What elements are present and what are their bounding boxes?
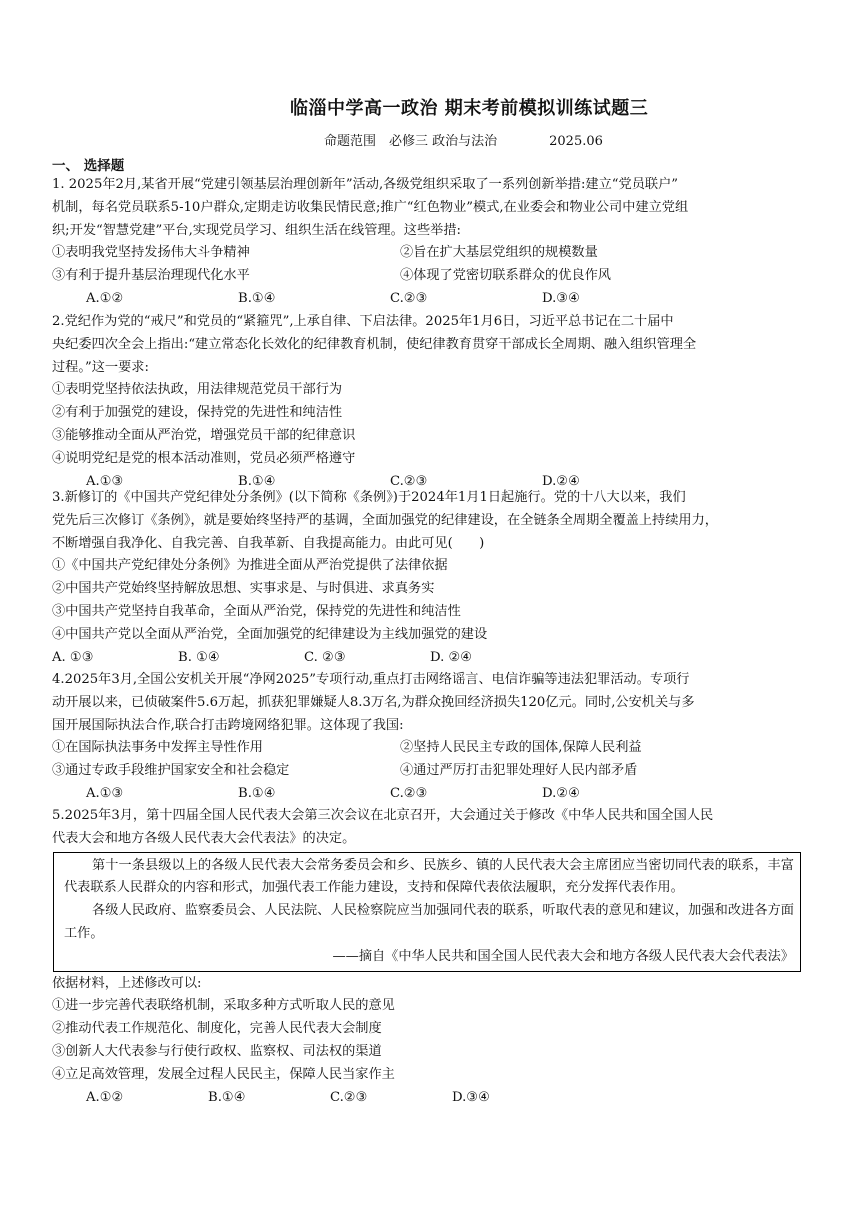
question-stem-line: 依据材料，上述修改可以: [52,975,202,991]
option-2: ②有利于加强党的建设，保持党的先进性和纯洁性 [52,405,343,421]
exam-scope: 命题范围 必修三 政治与法治 [324,134,498,149]
exam-title: 临淄中学高一政治 期末考前模拟训练试题三 [290,98,649,119]
answer-d: D.②④ [542,473,580,489]
option-1: ①表明党坚持依法执政，用法律规范党员干部行为 [52,382,343,398]
question-stem-line: 不断增强自我净化、自我完善、自我革新、自我提高能力。由此可见( ) [52,535,485,551]
question-1 [52,174,812,311]
answer-c: C.②③ [330,1089,368,1105]
question-stem-line: 2.党纪作为党的“戒尺”和党员的“紧箍咒”,上承自律、下启法律。2025年1月6日，习近平总书记在二十届中 [52,314,674,329]
question-stem-line: 过程。”这一要求: [52,359,149,375]
option-2: ②推动代表工作规范化、制度化，完善人民代表大会制度 [52,1021,382,1037]
question-stem-line: 织;开发“智慧党建”平台,实现党员学习、组织生活在线管理。这些举措: [52,222,461,238]
answer-b: B. ①④ [178,649,220,665]
option-2: ②旨在扩大基层党组织的规模数量 [400,245,598,261]
option-1: ①表明我党坚持发扬伟大斗争精神 [52,245,250,261]
option-1: ①在国际执法事务中发挥主导性作用 [52,740,263,756]
answer-a: A.①② [86,1089,124,1105]
option-row [52,242,812,265]
question-stem-line: 3.新修订的《中国共产党纪律处分条例》(以下简称《条例》)于2024年1月1日起施行。党的十八大以来，我们 [52,490,686,505]
answer-choices [52,288,812,311]
answer-d: D.③④ [452,1089,490,1105]
question-2 [52,311,812,493]
question-stem-line: 国开展国际执法合作,联合打击跨境网络犯罪。这体现了我国: [52,717,404,733]
question-3 [52,487,812,669]
material-paragraph: 第十一条县级以上的各级人民代表大会常务委员会和乡、民族乡、镇的人民代表大会主席团应当密切同代表的联系，丰富代表联系人民群众的内容和形式，加强代表工作能力建设，支持和保障代表依法履职，充分发挥代表作用。 [64,857,794,896]
material-box [53,852,801,972]
option-3: ③中国共产党坚持自我革命，全面从严治党，保持党的先进性和纯洁性 [52,603,461,619]
question-stem-line: 1. 2025年2月,某省开展“党建引领基层治理创新年”活动,各级党组织采取了一系列创新举措:建立“党员联户” [52,177,679,192]
answer-d: D.②④ [542,785,580,801]
option-2: ②坚持人民民主专政的国体,保障人民利益 [400,740,642,756]
answer-d: D.③④ [542,290,580,306]
question-stem-line: 4.2025年3月,全国公安机关开展“净网2025”专项行动,重点打击网络谣言、电信诈骗等违法犯罪活动。专项行 [52,672,690,687]
answer-d: D. ②④ [430,649,473,665]
option-4: ④说明党纪是党的根本活动准则，党员必须严格遵守 [52,450,356,466]
question-4 [52,669,812,806]
section-heading: 一、 选择题 [52,158,125,174]
material-paragraph: 各级人民政府、监察委员会、人民法院、人民检察院应当加强同代表的联系，听取代表的意见和建议，加强和改进各方面工作。 [64,903,794,941]
option-3: ③创新人大代表参与行使行政权、监察权、司法权的渠道 [52,1043,382,1059]
option-4: ④体现了党密切联系群众的优良作风 [400,268,611,284]
option-row [52,737,812,760]
answer-a: A.①③ [86,473,124,489]
option-row [52,265,812,288]
option-4: ④通过严厉打击犯罪处理好人民内部矛盾 [400,763,638,779]
answer-c: C.②③ [390,473,428,489]
option-3: ③有利于提升基层治理现代化水平 [52,268,250,284]
option-4: ④立足高效管理，发展全过程人民民主，保障人民当家作主 [52,1066,395,1082]
question-5 [52,805,812,1109]
question-stem-line: 5.2025年3月，第十四届全国人民代表大会第三次会议在北京召开，大会通过关于修改《中华人民共和国全国人民 [52,808,714,823]
question-stem-line: 党先后三次修订《条例》，就是要始终坚持严的基调，全面加强党的纪律建设，在全链条全周期全覆盖上持续用力， [52,512,718,528]
option-row [52,760,812,783]
option-3: ③能够推动全面从严治党，增强党员干部的纪律意识 [52,427,356,443]
option-1: ①进一步完善代表联络机制，采取多种方式听取人民的意见 [52,998,395,1014]
exam-date: 2025.06 [549,134,603,149]
material-source: ——摘自《中华人民共和国全国人民代表大会和地方各级人民代表大会代表法》 [332,948,794,964]
answer-c: C.②③ [390,290,428,306]
answer-b: B.①④ [208,1089,246,1105]
answer-c: C.②③ [390,785,428,801]
answer-choices [52,1087,812,1110]
answer-b: B.①④ [238,473,276,489]
answer-b: B.①④ [238,290,276,306]
answer-a: A. ①③ [52,649,94,665]
question-stem-line: 代表大会和地方各级人民代表大会代表法》的决定。 [52,830,356,846]
answer-c: C. ②③ [304,649,346,665]
option-3: ③通过专政手段维护国家安全和社会稳定 [52,763,290,779]
option-4: ④中国共产党以全面从严治党，全面加强党的纪律建设为主线加强党的建设 [52,626,488,642]
question-stem-line: 动开展以来，已侦破案件5.6万起，抓获犯罪嫌疑人8.3万名,为群众挽回经济损失120亿元。同时,公安机关与多 [52,694,695,710]
answer-choices [52,783,812,806]
question-stem-line: 机制，每名党员联系5-10户群众,定期走访收集民情民意;推广“红色物业”模式,在业委会和物业公司中建立党组 [52,199,689,215]
answer-b: B.①④ [238,785,276,801]
answer-a: A.①② [86,290,124,306]
question-stem-line: 央纪委四次全会上指出:“建立常态化长效化的纪律教育机制，使纪律教育贯穿干部成长全周期、融入组织管理全 [52,336,697,352]
option-2: ②中国共产党始终坚持解放思想、实事求是、与时俱进、求真务实 [52,581,435,597]
option-1: ①《中国共产党纪律处分条例》为推进全面从严治党提供了法律依据 [52,558,448,574]
answer-a: A.①③ [86,785,124,801]
answer-choices [52,647,812,670]
exam-subtitle [324,130,603,149]
